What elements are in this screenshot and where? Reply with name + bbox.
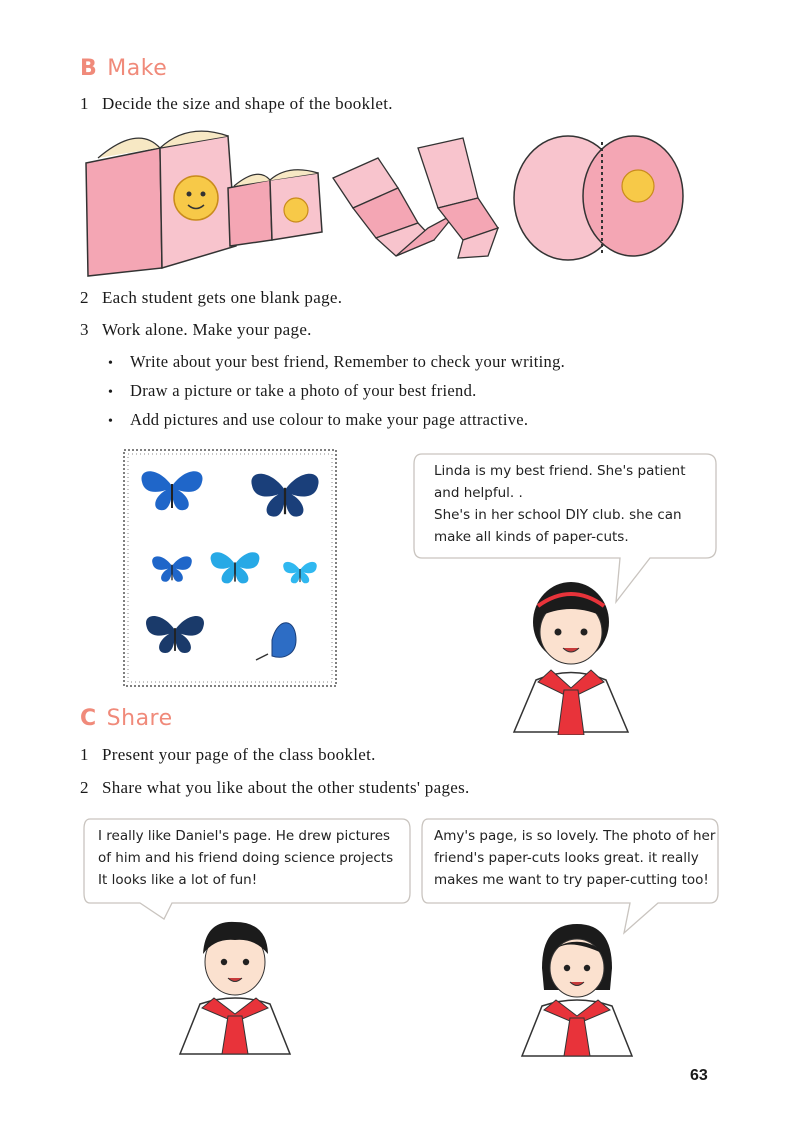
bubble-line: and helpful. . <box>434 485 523 501</box>
booklet-shapes-illustration <box>78 128 728 278</box>
bullet-text: Draw a picture or take a photo of your best friend. <box>130 381 477 400</box>
step-text: Present your page of the class booklet. <box>102 745 376 764</box>
bubble-line: Amy's page, is so lovely. The photo of her <box>434 828 716 844</box>
step-text: Share what you like about the other students' pages. <box>102 778 470 797</box>
bullet-dot: • <box>108 356 114 371</box>
section-b-heading <box>80 56 167 81</box>
step-item <box>80 94 393 114</box>
bubble-line: makes me want to try paper-cutting too! <box>434 872 709 888</box>
step-number: 2 <box>80 778 89 797</box>
section-c-heading <box>80 706 173 731</box>
section-letter: B <box>80 56 98 81</box>
round-booklet-icon <box>514 136 683 260</box>
boy-speech-bubble <box>98 825 393 891</box>
large-book-icon <box>86 131 236 276</box>
step-item <box>80 778 470 798</box>
step-text: Decide the size and shape of the booklet. <box>102 94 393 113</box>
step-text: Work alone. Make your page. <box>102 320 312 339</box>
step-number: 1 <box>80 745 89 764</box>
step-text: Each student gets one blank page. <box>102 288 343 307</box>
girl-character-illustration <box>512 918 642 1058</box>
page-number: 63 <box>690 1067 708 1084</box>
butterfly-page-illustration <box>120 446 340 690</box>
section-title: Share <box>106 706 173 731</box>
bullet-dot: • <box>108 414 114 429</box>
step-item <box>80 320 312 340</box>
bullet-text: Add pictures and use colour to make your page attractive. <box>130 410 529 429</box>
section-title: Make <box>107 56 168 81</box>
step-item <box>80 288 342 308</box>
accordion-booklet-icon <box>333 138 498 258</box>
step-item <box>80 745 376 765</box>
bubble-line: It looks like a lot of fun! <box>98 872 258 888</box>
bubble-line: She's in her school DIY club. she can <box>434 507 682 523</box>
step-number: 3 <box>80 320 89 339</box>
step-number: 2 <box>80 288 89 307</box>
bubble-line: make all kinds of paper-cuts. <box>434 529 629 545</box>
boy-character-illustration <box>170 912 300 1057</box>
bubble-line: Linda is my best friend. She's patient <box>434 463 686 479</box>
step-number: 1 <box>80 94 89 113</box>
bullet-dot: • <box>108 385 114 400</box>
bubble-line: friend's paper-cuts looks great. it really <box>434 850 699 866</box>
linda-speech-bubble <box>434 460 686 548</box>
bullet-text: Write about your best friend, Remember to check your writing. <box>130 352 566 371</box>
bubble-line: I really like Daniel's page. He drew pictures <box>98 828 391 844</box>
bubble-line: of him and his friend doing science projects <box>98 850 394 866</box>
bullet-item <box>108 410 528 430</box>
bullet-item <box>108 352 565 372</box>
girl-speech-bubble <box>434 825 715 891</box>
section-letter: C <box>80 706 97 731</box>
small-book-icon <box>228 170 322 246</box>
bullet-item <box>108 381 477 401</box>
girl-character-illustration <box>496 570 646 735</box>
